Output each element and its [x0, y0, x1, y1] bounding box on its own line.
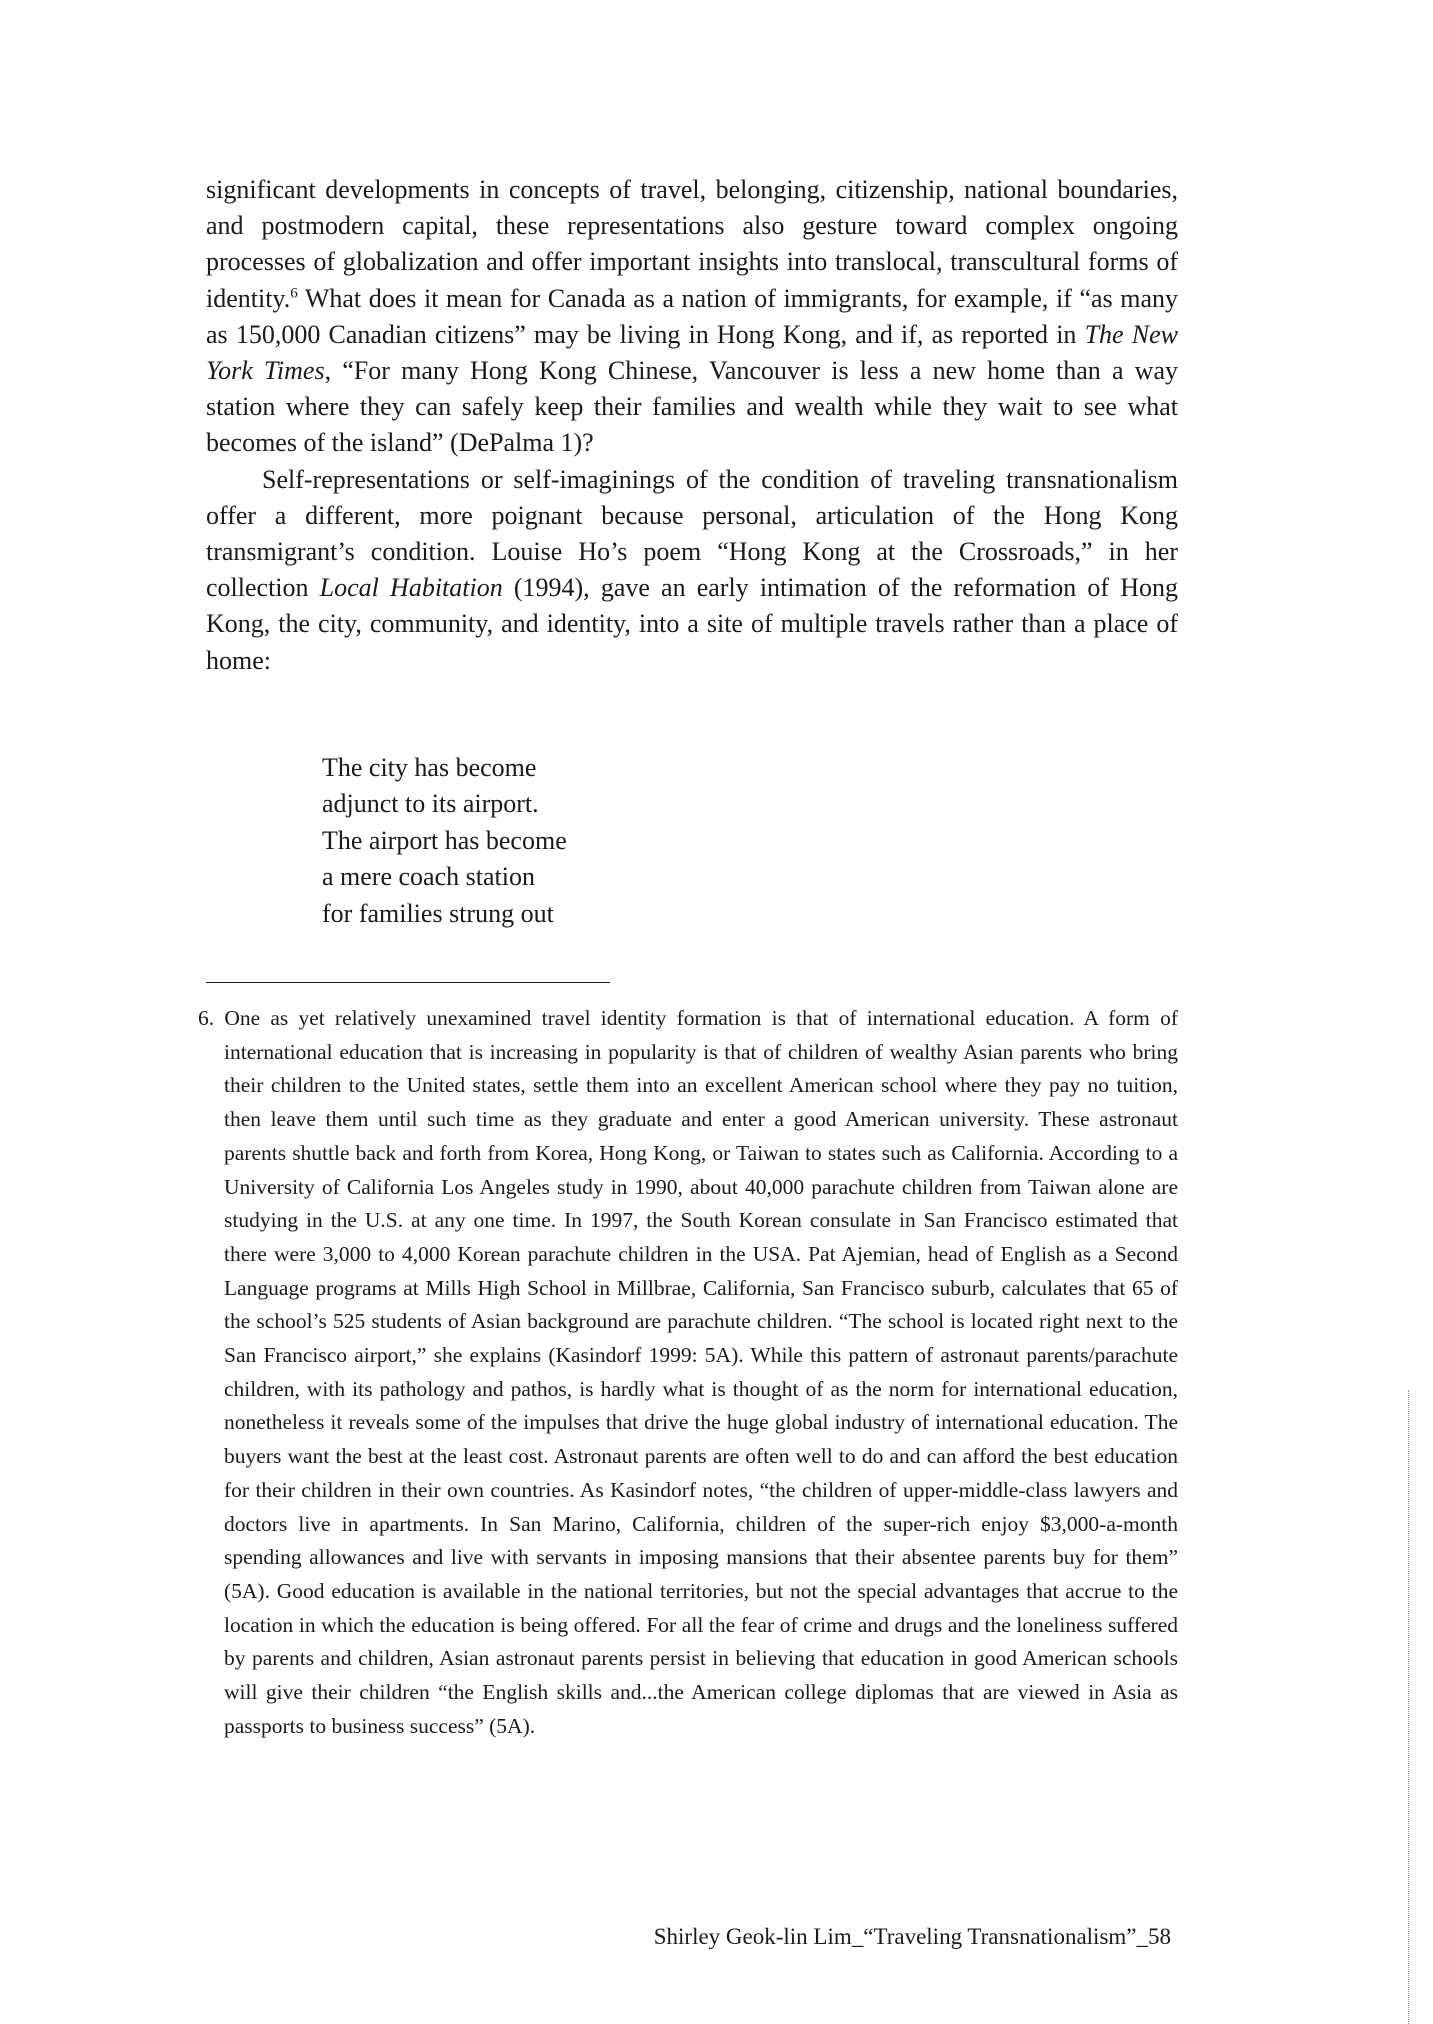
poem-line: The airport has become [322, 825, 567, 855]
poem-line: The city has become [322, 753, 537, 782]
collection-title: Local Habitation [319, 573, 503, 603]
paragraph-2 [206, 462, 1178, 679]
poem-line: adjunct to its airport. [322, 789, 539, 819]
paragraph-2-text-a: Self-representations or self-imaginings of the condition of traveling transnationalism offer a different, more poignant because personal, articulation of the Hong Kong transmigrant’s condition. Louise Ho’s poem “Hong Kong at the Crossroads,” in her collection [206, 464, 1178, 603]
footnote-number: 6. [198, 1006, 215, 1030]
paragraph-1 [206, 172, 1178, 462]
footnote-6 [198, 1002, 1178, 1743]
footnote-reference: 6 [290, 284, 298, 301]
paragraph-2-text-b: (1994), gave an early intimation of the reformation of Hong Kong, the city, community, and identity, into a site of multiple travels rather than a place of home: [206, 573, 1179, 675]
main-text [206, 172, 1178, 679]
newspaper-title: The New York Times [206, 319, 1178, 386]
scan-edge-mark [1408, 1390, 1409, 2024]
footnote-text: One as yet relatively unexamined travel identity formation is that of international education. A form of international education that is increasing in popularity is that of children of wealthy Asian parents who bring their children to the United states, settle them into an excellent American school where they pay no tuition, then leave them until such time as they graduate and enter a good American university. These astronaut parents shuttle back and forth from Korea, Hong Kong, or Taiwan to states such as California. According to a University of California Los Angeles study in 1990, about 40,000 parachute children from Taiwan alone are studying in the U.S. at any one time. In 1997, the South Korean consulate in San Francisco estimated that there were 3,000 to 4,000 Korean parachute children in the USA. Pat Ajemian, head of English as a Second Language programs at Mills High School in Millbrae, California, San Francisco suburb, calculates that 65 of the school’s 525 students of Asian background are parachute children. “The school is located right next to the San Francisco airport,” she explains (Kasindorf 1999: 5A). While this pattern of astronaut parents/parachute children, with its pathology and pathos, is hardly what is thought of as the norm for international education, nonetheless it reveals some of the impulses that drive the huge global industry of international education. The buyers want the best at the least cost. Astronaut parents are often well to do and can afford the best education for their children in their own countries. As Kasindorf notes, “the children of upper-middle-class lawyers and doctors live in apartments. In San Marino, California, children of the super-rich enjoy $3,000-a-month spending allowances and live with servants in imposing mansions that their absentee parents buy for them” (5A). Good education is available in the national territories, but not the special advantages that accrue to the location in which the education is being offered. For all the fear of crime and drugs and the loneliness suffered by parents and children, Asian astronaut parents persist in believing that education in good American schools will give their children “the English skills and...the American college diplomas that are viewed in Asia as passports to business success” (5A). [224, 1006, 1178, 1738]
paragraph-1-text-b: What does it mean for Canada as a nation of immigrants, for example, if “as many as 150,000 Canadian citizens” may be living in Hong Kong, and if, as reported in [206, 283, 1178, 349]
footnote-separator [206, 982, 610, 983]
paragraph-1-text-a: significant developments in concepts of travel, belonging, citizenship, national boundaries, and postmodern capital, these representations also gesture toward complex ongoing processes of globalization and offer important insights into translocal, transcultural forms of identity. [206, 175, 1178, 313]
running-footer: Shirley Geok-lin Lim_“Traveling Transnationalism”_58 [653, 1924, 1171, 1949]
paragraph-1-text-c: , “For many Hong Kong Chinese, Vancouver is less a new home than a way station where they can safely keep their families and wealth while they wait to see what becomes of the island” (DePalma 1)? [206, 356, 1178, 458]
poem-quotation [322, 750, 567, 932]
poem-line: a mere coach station [322, 862, 535, 892]
poem-line: for families strung out [322, 898, 554, 928]
